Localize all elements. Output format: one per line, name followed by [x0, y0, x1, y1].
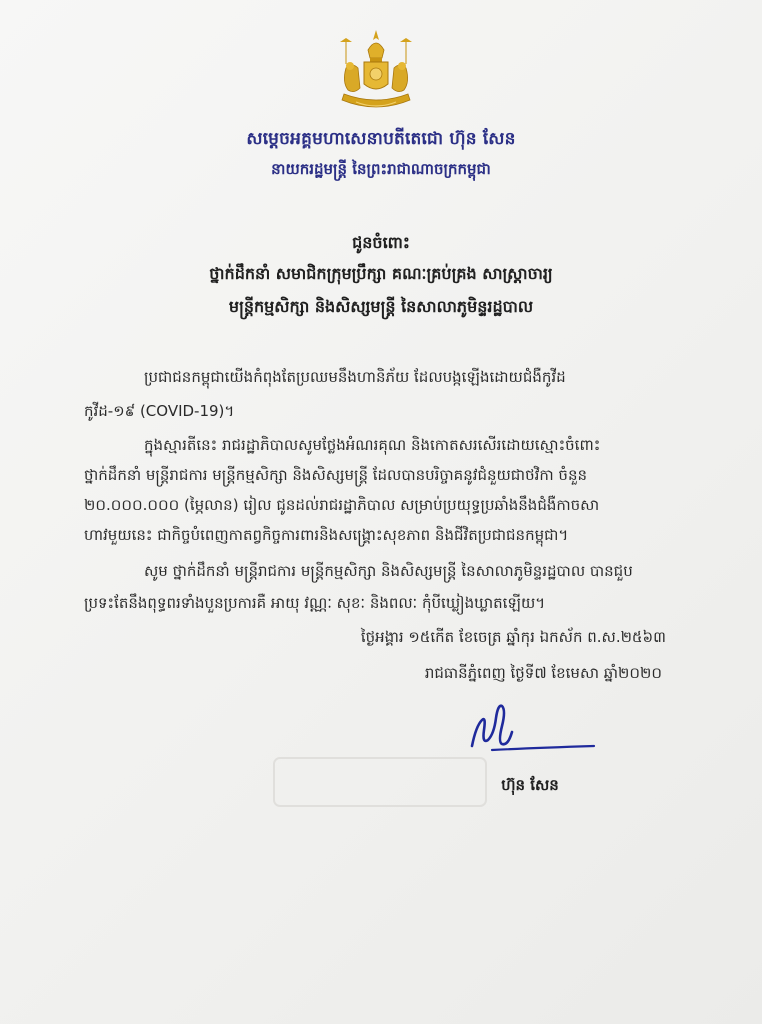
paragraph-1-line-2: កូវីដ-១៩ (COVID-19)។ — [84, 402, 235, 420]
paragraph-2-line-3: ២០.០០០.០០០ (ម្ភៃលាន) រៀល ជូនដល់រាជរដ្ឋាភិបាល សម្រាប់ប្រយុទ្ធប្រឆាំងនឹងជំងឺកាចសា — [84, 496, 600, 514]
paragraph-2-line-4: ហាវមួយនេះ ជាកិច្ចបំពេញកាតព្វកិច្ចការពារនិងសង្គ្រោះសុខភាព និងជីវិតប្រជាជនកម្ពុជា។ — [84, 526, 569, 544]
paragraph-3-line-1: សូម ថ្នាក់ដឹកនាំ មន្ត្រីរាជការ មន្ត្រីកម្មសិក្សា និងសិស្សមន្ត្រី នៃសាលាភូមិន្ទរដ្ឋបាល បានជួប — [144, 562, 633, 580]
handwritten-signature — [462, 696, 598, 762]
lunar-date: ថ្ងៃអង្គារ ១៥កើត ខែចេត្រ ឆ្នាំកុរ ឯកស័ក ព.ស.២៥៦៣ — [360, 628, 666, 646]
paragraph-1-line-1: ប្រជាជនកម្ពុជាយើងកំពុងតែប្រឈមនឹងហានិភ័យ ដែលបង្កឡើងដោយជំងឺកូវីដ — [144, 368, 566, 386]
faint-stamp-mark — [270, 752, 490, 812]
signer-name: ហ៊ុន សែន — [501, 776, 559, 794]
addressee-line-2: មន្ត្រីកម្មសិក្សា និងសិស្សមន្ត្រី នៃសាលាភូមិន្ទរដ្ឋបាល — [228, 297, 534, 316]
paragraph-2-line-2: ថ្នាក់ដឹកនាំ មន្ត្រីរាជការ មន្ត្រីកម្មសិក្សា និងសិស្សមន្ត្រី ដែលបានបរិច្ចាគនូវជំនួយជាថវិកា ចំនួន — [84, 466, 587, 484]
paragraph-3-line-2: ប្រទះតែនឹងពុទ្ធពរទាំងបួនប្រការគឺ អាយុ វណ្ណៈ សុខៈ និងពលៈ កុំបីឃ្លៀងឃ្លាតឡើយ។ — [84, 594, 546, 612]
place-date: រាជធានីភ្នំពេញ ថ្ងៃទី៧ ខែមេសា ឆ្នាំ២០២០ — [424, 664, 662, 682]
royal-emblem-icon — [330, 28, 422, 116]
paragraph-2-line-1: ក្នុងស្មារតីនេះ រាជរដ្ឋាភិបាលសូមថ្លែងអំណរគុណ និងកោតសរសើរដោយស្មោះចំពោះ — [144, 436, 601, 454]
addressee-heading: ជូនចំពោះ — [352, 233, 410, 252]
leader-title: នាយករដ្ឋមន្ត្រី នៃព្រះរាជាណាចក្រកម្ពុជា — [271, 160, 491, 178]
addressee-line-1: ថ្នាក់ដឹកនាំ សមាជិកក្រុមប្រឹក្សា គណៈគ្រប់គ្រង សាស្ត្រាចារ្យ — [209, 264, 553, 283]
leader-name: សម្តេចអគ្គមហាសេនាបតីតេជោ ហ៊ុន សែន — [246, 129, 516, 149]
